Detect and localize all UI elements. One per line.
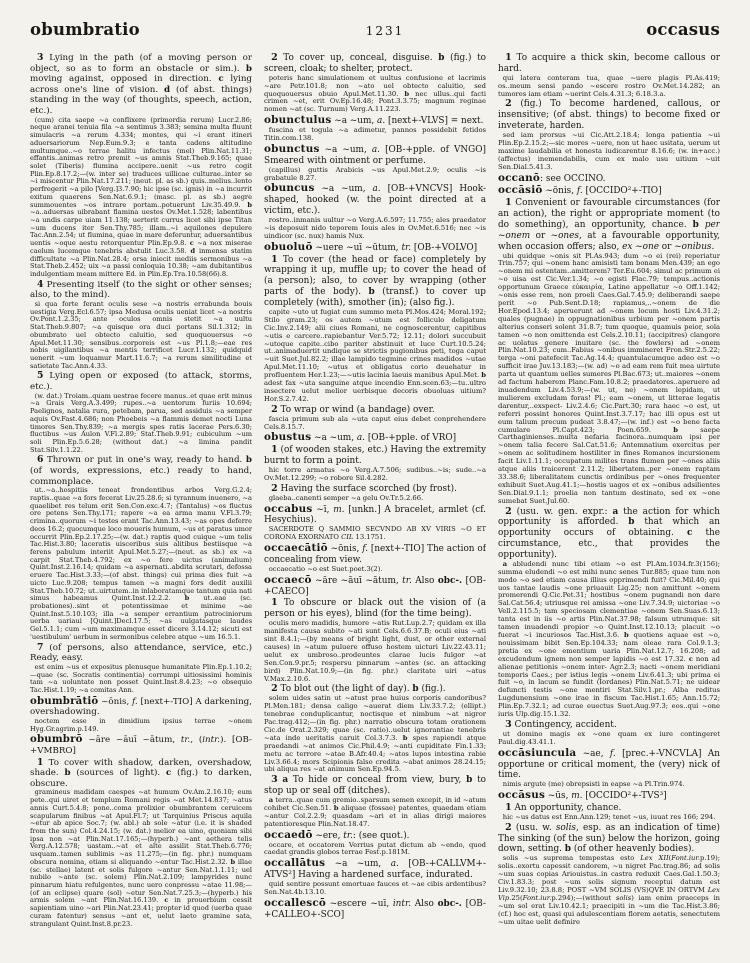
citation-paragraph: hic ~us datus est Enn.Ann.129; tenet ~us, iuuat res 166; 294.: [502, 812, 716, 821]
entry-headword-paragraph: obunctulus ~a ~um, a. [next+-VLVS] = next.: [264, 114, 484, 127]
sense-number: 2: [271, 683, 278, 695]
entry-headword-paragraph: occallātus ~a ~um, a. [OB-+CALLVM+-ATVS²] Having a hardened surface, indurated.: [264, 857, 486, 881]
sense-number: 2: [505, 505, 512, 517]
citation-paragraph: (w. dat.) Troiam..quam uestrae fecere manus..et quae erit minus ~a Grais Verg.A.3.499; rupes..~a uentorum furiis 10.694; Paelignos, natalia rura, petebam, parua, sed assiduis ~a semper aquis Ov.Fast.4.686; non Phoebeis ~a flammis demet nocti Luna timores Sen.Thy.839; ~a mergis spes ratis lacerae Pers.6.30; fluctibus ~us Aulon V.Fl.2.89; Stat.Theb.9.91; cubiculum ~um soli Plin.Ep.5.6.28; (without dat.) ~a limina pandit Stat.Silv.1.1.22.: [30, 391, 252, 454]
citation-paragraph: ut..~a..hospitiis teneat frondentibus arbos Verg.G.2.4; raptis..quae ~a fors fecerat Liv.25.28.6; si tyrannum inuenero, ~a quaelibet res telum erit Sen.Con.exc.4.7; (Tantalus) ~os fluctus ore petens Sen.Thy.171; rapere ~a ea arma manu V.Fl.3.79; crimina..quorum ~i testes erant Tac.Ann.13.43; ~as opes deferre deos 16.2; quocumque loco moueris humum, ~us et paratus umor occurrit Plin.Ep.2.17.25;—(w. dat.) raptis quod cuique ~um telis Tac.Hist.3.80; laceratis uisceribus suis alitibus bestiisque ~a ferens pabulum interiit Apul.Met.5.27;—(neut. as sb.) ex ~a carpit Stat.Theb.4.792; ex ~o fere uictus (animalium) Quint.Inst.2.16.14; quidam ~a aspernati..abdita scrutari, defossa eruere Tac.Hist.3.33;—(of abst. things) cui prima dies fuit ~a uicto Luc.9.208; tempus tamen ~a magni fors dedit auxilii Stat.Theb.10.72; ut..uirtutem..in inlaboratamque tantum quia nati simus habeamus Quint.Inst.12.2.2. b ut..eae (sc. probationes)..sint et potentissimae et minime ~ae Quint.Inst.5.10.103; illa ~a semper errantium patrociniorum uerba uariaui [Quint.]Decl.17.5; ~as uulgatasque laudes Gel.5.1.1; cum ~um maximamque esset dicere 3.14.12; sicuti est 'uestibulum' uerbum in sermonibus celebre atque ~um 16.5.1.: [30, 486, 252, 641]
sense-paragraph: 3 Contingency, accident.: [505, 718, 617, 730]
headword: obustus: [264, 431, 312, 444]
sense-paragraph: 1 Convenient or favourable circumstances (for an action), the right or appropriate moment (to do something), an opportunity, chance. b per ~onem or ~ones, at a favourable opportunity, when occasion offers; also, ex ~one or ~onibus.: [498, 197, 720, 252]
citation-paragraph: noctem esse in dimidium ipsius terrae ~onem Hyg.Gr.agrim.p.149.: [30, 716, 252, 733]
citation-paragraph: nimis argute (me) obrepsisti in eapse ~a Pl.Trin.974.: [502, 780, 685, 789]
headword: obunctus: [264, 142, 320, 155]
citation-paragraph: (cum) cita saepe ~a conflixere (primordia rerum) Lucr.2.86; neque aranei tenuia fila ~a sentimus 3.383; semina multa fluunt simulacris ~a rerum 4.334; montes, qui ~i erant itineri aduersariorum Nep.Eum.9.3; e tanta cadens altitudine multumque..~o terrae halitu infectus (mel) Plin.Nat.11.31; effantis..animas retro premit ~us amnis Stat.Theb.9.165; quae solet (Tiberis) flumina accipere..uenit ~us retro cogit Plin.Ep.8.17.2;—(w. inter se) traduces uillicae culturae..inter se ~i miscentur Plin.Nat.17.211; (neut. pl. as sb.) quis..melius..lento perfregerit ~a pilo [Verg.]3.7.90; hic ipse (sc. ignis) in ~a incurrit exitum quaerens Sen.Nat.6.9.1; (masc. pl. as sb.) aegre summouentes ~os intrare portam..potuerunt Liv.35.49.9. b ~a..aduersas uibrabant flamina uestes Ov.Met.1.528; labentibus ~a undis carpe uiam 11.138; uerterit currus licet sibi ipse Titan ~um ducens iter Sen.Thy.785; illam..~i aquilones depulere Tac.Ann.2.54; ut flumina, quae in mare deferuntur, aduersantibus uentis ~oque aestu retorquentur Plin.Ep.9.8. c ~a nox miserae caelum lucemque tenebris abstulit Luc.3.58. d inmensa statim difficultate ~a Plin.Nat.28.4; orsa iniecit mediis sermonibus ~a Stat.Theb.2.452; uix ~a passi conloquia 10.38; ~am dubitantibus indulgentiam meam mittere Ed. in Plin.Ep.Tra.10.58(66).8.: [30, 115, 252, 279]
citation-paragraph: si qua forte ferant oculis sese ~a nostris errabunda bouis uestigia Verg.Ecl.6.57; ipsa Medusa oculis ueniat licet ~a nostris Ov.Pont.1.2.35; ante oculos omnis stetit ~a uultu Stat.Theb.9.807; ~a quisque ora duci portans Sil.1.312; in obumbrato uel obtecto caluitio, sed quoquouersus ~o Apul.Met.11.30; sensibus..corporeis est ~us Pl.1.8;—eae res nobis uigilantibus ~a mentis terrificet Lucr.1.132; quidquid uenerit ~um loquamur Mart.11.6.7; ~a rerum similitudine et satietate Tac.Ann.4.33.: [30, 299, 252, 370]
entry-headword-paragraph: obustus ~a ~um, a. [OB-+pple. of VRO]: [264, 431, 457, 444]
sense-paragraph: 1 To cover (the head or face) completely by wrapping it up, muffle up; to cover the head of (a person); also, to cover by wrapping (other parts of the body). b (transf.) to cover up completely (with), smother (in); (also fig.).: [264, 253, 486, 309]
citation-paragraph: a terra..quae cum gremio..sparsum semen excepit, in id ~atum cohibet Cic.Sen.51. b aliquae (fossae) patentes, quaedam etiam ~antur Col.2.2.9; quasdam ~ari et in alias dirigi maiores patentioresque Plin.Nat.18.47.: [264, 796, 486, 828]
entry-headword-paragraph: obuncus ~a ~um, a. [OB-+VNCVS] Hook-shaped, hooked (w. the point directed at a victim, etc.).: [264, 182, 486, 217]
citation-paragraph: solis ~us suprema tempestas esto Lex XII(Font.iur.p.19); solis..exortu capessit candorem, ~u nigret Pac.trag.86; ad solis ~um suas copias Ariouistus..in castra reduxit Caes.Gal.1.50.3; Civ.1.83.3; post ~um solis signum receptui datum est Liv.9.32.10; 23.8.8; POST ~VM SOLIS (VS)QVE IN ORTVM Lex Vip.25(Font.iur.p.294);—(without solis) iam enim praeceps in ~um sol erat Liv.10.42.1; praecipiti in ~um die Tac.Hist.3.86; (cf.) hoc est, quasi qui adulescentiam florem aetatis, senectutem ~um uitae uelit definire: [498, 854, 720, 926]
entry-headword-paragraph: occabus ~ī, m. [unkn.] A bracelet, armlet (cf. Hesychius).: [264, 502, 486, 526]
page-number: 1231: [365, 24, 405, 38]
headword: obuoluō: [264, 240, 313, 253]
citation-paragraph: ubi quidque ~onis sit Pl.As.943; dum ~o ei (rei) reperiatur Trin.757; qui ~onem hanc amisisti tam bonam Men.439; an ego ~onem mi ostentam..amitterem? Ter.Eu.604; simul ac primum ei ~o uisa est Cic.Ver.1.34; ~o egisti Flac.79; tempus..actionis opportunum Graece εὐκαιρία, Latine appellatur ~o Off.1.142; ~onis esse rem, non proeli Caes.Gal.7.45.9; deliberandi saepe perit ~o Pub.Sent.D.18; rapiamus,..~onem de die Hor.Epod.13.4; aperuerunt ad ~onem locum hosti Liv.4.31.2; quales (pugnae) in oppugnationibus urbium per ~onem partis alterius conseri solent 31.8.7; tum quoque, quamuis peior, sola tamen ~o non omittenda est Cels.2.10.11; (accipitres) clangore ac uolatus genere inuitare (sc. the fowlers) ad ~onem Plin.Nat.10.23; cum..Fabius ~onibus immineret Fron.Str.2.5.22; terga ~oni patefecit Tac.Ag.14.4; quantulacumque adeo est ~o sufficit irae Juv.13.183;—(w. ad) ~o ad eam rem fuit mea uirtute parta ut quantum uelles sumeres Pl.Bac.673; ut..maiores ~onem ad factum haberem Planc.Fam.10.8.2; praedatores..aperuere ad inuadendum Liv.4.53.9;—(w. ut, ne) ~onem lepidam, ut mulierem excludam foras! Pl.; eam ~onem, ut litterae legatis darentur,..exspect- Liv.2.4.6; Cic.Part.30; rara haec ~o est, ut referri possint honores Quint.Inst.3.7.17; hac illi opus est ut eum talium precum pudeat 3.8.47;—(w. inf.) est ~o bene facta cumulare Pl.Capt.423; Poen.659. b saepe Carthaginienses..multa nefaria facinora..numquam ipsi per ~onem talia fecere Sal.Cat.51.6; Antemnatium exercitus per ~onem ac solitudinem hostiliter in fines Romanos incursionem facit Liv.1.11.1; occupatum milites trans flumen per ~ones aliis atque aliis traicerent 2.11.2; libertatem..per ~onem raptam 33.38.6; liberalitatem cunctis ordinibus per ~ones frequenter exhibuit Suet.Aug.41.1;—hostis uagos et ex ~onibus adsilientes Sen.Dial.9.1.1; proelia non tantum destinato, sed ex ~one sumebat Suet.Jul.60.: [498, 251, 720, 505]
sense-number: 1: [271, 253, 278, 265]
sense-paragraph: 1 To cover with shadow, darken, overshadow, shade. b (sources of light). c (fig.) to darken, obscure.: [30, 756, 252, 789]
citation-paragraph: poteris hanc simulationem et uultus confusione et lacrimis ~are Petr.101.8; non ~ato uel obtecto caluitio, sed quoquouersus obuio Apul.Met.11.30. b nec ullus..qui facti crimen ~et, erit Ov.Ep.16.48; Pont.3.3.75; magnum reginae nomen ~at (sc. Turnum) Verg.A.11.223.: [264, 73, 486, 114]
citation-paragraph: quid sentire possunt emortuae fauces et ~ae cibis ardentibus? Sen.Nat.4b.13.10.: [264, 880, 486, 897]
sense-number: 2: [505, 98, 512, 110]
entry-headword-paragraph: occaecātiō ~ōnis, f. [next+-TIO] The action of concealing from view.: [264, 542, 486, 565]
citation-paragraph: capite ~uto ut fugiat cum summo meta Pl.Mos.424; Moral.192; Stilo gram.23; os autem ~utum est folliculo deligatum Cic.Inv.2.149; alii ciues Romani, ne cognoscerentur, capitibus ~utis e carcere..rapiebantur Ver.5.72; 12.11; dolori succubuit ~utoque capite..cibo pariter abstinuit et luce Curt.10.5.24; ut..animaduertit undique se strictis pugionibus peti, toga caput ~uit Suet.Jul.82.2; illae lampido tegmine crines madidos ~utae Apul.Met.11.10; ~utus et obligatus corio deuehatur in profluentem Her.1.23;—~utis lacinia laeuis manibus Apul.Met. b adest fax ~uta sanguine atque incendio Enn.scen.63;—tu..ultro insectere uelut melior uerbisque decoris obuoluas uitium? Hor.S.2.7.42.: [264, 307, 486, 403]
citation-paragraph: oculis mero madidis, humore ~atis Rut.Lup.2.7; quidam ex illa manifesta causa subito ~ati sunt Cels.6.6.37.B; oculi eius ~ati sint 8.4.1;—(by means of bright light, dust, or other external causes) in ~atum puluere offuso hostem uicturi Liv.22.43.11; uelut ex umbroso..prodeuntes clarae lucis fulgor ~at Sen.Con.9.pr.5; respersu pinnarum ~antes (sc. an attacking bird) Plin.Nat.10.9;—(in fig. phr.) claritate uiri ~atus V.Max.2.10.6.: [264, 619, 486, 683]
sense-number: 4: [36, 278, 44, 290]
sense-paragraph: 2 (fig.) To become hardened, callous, or insensitive; (of abst. things) to become fixed or inveterate, harden.: [498, 98, 720, 132]
citation-paragraph: sed iam prorsus ~ui Cic.Att.2.18.4; longa patientia ~ui Plin.Ep.2.15.2;—sic mores ~uere, non ut haec usitata, uerum ut maxime laudabilia et honesta iudicarentur 8.16.6; (w. in+acc.) (affectus) inemendabilis, cum ex malo usu uitium ~uit Sen.Dial.5.41.3.: [498, 131, 720, 171]
headword: occabus: [264, 502, 313, 515]
headword: occaecātiō: [264, 542, 328, 555]
cross-reference-paragraph: occanō: see OCCINO.: [498, 171, 606, 184]
sense-number: 3: [505, 718, 512, 730]
citation-paragraph: fuscina et togula ~a adimetur, pannos possidebit fetidos Titin.com.138.: [264, 126, 486, 143]
headword: occaecō: [264, 573, 312, 586]
citation-paragraph: ut domino magis ex ~one quam ex iure contingeret Paul.dig.43.41.1.: [498, 729, 720, 746]
text-columns: [30, 52, 720, 940]
sense-paragraph: 2 Having the surface scorched (by frost).: [271, 482, 457, 494]
headword: occallātus: [264, 857, 326, 870]
sense-paragraph: 1 (of wooden stakes, etc.) Having the extremity burnt to form a point.: [264, 444, 486, 467]
headword: obunctulus: [264, 114, 332, 127]
sense-paragraph: 5 Lying open or exposed (to attack, storms, etc.).: [30, 370, 252, 393]
entry-headword-paragraph: obuoluō ~uere ~uī ~ūtum, tr. [OB-+VOLVO]: [264, 240, 478, 253]
guide-word-left: obumbratio: [30, 20, 140, 39]
column-left: [30, 52, 252, 940]
headword: obumbrātiō: [30, 694, 99, 707]
sense-paragraph: 2 To blot out (the light of day). b (fig.).: [271, 683, 446, 695]
citation-paragraph: gramineus madidam caespes ~at humum Ov.Am.2.16.10; eum pete..qui uiret et templum Romani regis ~at Met.14.837; ~atus annis Curt.5.4.8; pone..coma prolixior obumbrantem ceruicem scapularum finibus ~at Apul.Fl.7; ut Tarquinius Priscus aquila ~etur ab apice Soc.7; (w. abl.) ab sole ~atur (i.e. it is shaded from the sun) Col.4.24.15; (w. dat.) melior ea uino, quoniam sibi ipsa non ~at Plin.Nat.17.165;—(hyperb.) ~ant aethera telis Verg.A.12.578; uastam..~at et alte assilit Stat.Theb.6.776; usquam..tamen sublimis ~as 11.275;—(in fig. phr.) numquam obscura nomina, etiam si aliquando ~entur Tac.Hist.2.32. b illae (sc. stellae) latent et solis fulgore ~antur Sen.Nat.1.1.11; uel nubilo ~ante (sc. solem) Plin.Nat.2.109; lampyrides nunc pinnarum hiatu refulgentes, nunc uero conpressu ~atae 11.98;—(of an eclipse) quare (sol) ~etur Sen.Nat.7.25.3;—(hyperb.) his armis solem ~ant Plin.Nat.16.139. c in prouerbium cessit sapientiam uino ~ari Plin.Nat.23.41; propter id quod (uerba quae curam fatentur) sensus ~ant et, uelut laeto gramine sata, strangulant Quint.Inst.8.pr.23.: [30, 788, 252, 928]
sense-number: 5: [36, 370, 44, 382]
sense-number: 1: [505, 197, 512, 209]
sense-number: 7: [36, 641, 44, 653]
entry-headword-paragraph: obumbrātiō ~ōnis, f. [next+-TIO] A darkening, overshadowing.: [30, 694, 252, 718]
sense-number: 6: [36, 454, 44, 466]
citation-paragraph: (capillus) guttis Arabicis ~us Apul.Met.2.9; oculis ~is grabatule 8.27.: [264, 165, 486, 182]
citation-paragraph: rostro..inmanis uultur ~o Verg.A.6.597; 11.755; ales praedator ~is deposuit nido teporem Iouis ales in Ov.Met.6.516; nec ~is uindicor (sc. nux) hamis Nux.: [264, 216, 486, 240]
citation-paragraph: hic torre armatus ~o Verg.A.7.506; sudibus..~is; sude..~a Ov.Met.12.299; ~o robore Sil.4.282.: [264, 466, 486, 482]
citation-paragraph: a abludendi nunc tibi etiam ~o est Pl.Am.1034.fr.3(156); summa eludendi ~o est mihi nunc senes Tur.885; quae tum non modo ~o sed etiam causa illius opprimendi fuit? Cic.Mil.40; qui uos tantae laudis ~one priuauit Lig.25; non amittunt ~onem promerendi Q.Cic.Pet.31; hostibus ~onem pugnandi non dare Sal.Cat.56.4; utriusque rei amissa ~one Liv.7.34.9; uictoriae ~o Vell.2.115.5; tam speciosam clementiae ~onem Sen.Suas.6.13; tanta est in iis ~o artis Plin.Nat.37.98; falsum utrumque: sit tamen inuadendi propior ~o Quint.Inst.12.10.13; placuit ~o fuerat ~i incuriosos Tac.Hist.3.6. b quotiens aquae est ~o, nouissimam bibit Sen.Ep.104.33; nam oleae rara Col.9.1.3; pretia ex ~one ementium uaria Plin.Nat.12.7; 16.208; ad excudendum ignem non semper lapidis ~o est 17.32. c non ad alienae petitionis ~onem inter- Agr.2.3; nacti ~onem meridiani temporis Caes.; per istius legis ~onem Liv.6.41.3; ubi prima ei fuit ~o, in lacum se fundit (Iordanes) Plin.Nat.5.71; ne uidear defuncti testis ~one mentiri Stat.Silv.1.pr.; Alba reditus Lugdunensium ~one irae in fiscum Tac.Hist.1.65; Ann.15.72; Plin.Ep.7.32.1; ad curae euectus Suet.Aug.97.3; eos..qui ~one iuris Ulp.dig.15.1.32.: [498, 559, 720, 719]
sense-number: 1: [271, 444, 278, 456]
headword: occāsus: [498, 789, 546, 802]
sense-paragraph: 2 (usu. w. solis, esp. as an indication of time) The sinking (of the sun) below the horizon, going down, setting. b (of other heavenly bodies).: [498, 821, 720, 855]
sense-paragraph: 1 To acquire a thick skin, become callous or hard.: [498, 52, 720, 74]
sense-paragraph: 6 Thrown or put in one's way, ready to hand. b (of words, expressions, etc.) ready to hand, commonplace.: [30, 454, 252, 487]
headword: occanō: [498, 171, 541, 184]
citation-paragraph: occare, et occatorem Verrius putat dictum ab ~endo, quod caedat grandis globos terrae Fest.p.181M.: [264, 840, 486, 857]
entry-headword-paragraph: occāsus ~ūs, m. [OCCIDO²+-TVS³]: [498, 789, 667, 802]
sense-paragraph: 2 To wrap or wind (a bandage) over.: [271, 403, 435, 415]
sense-paragraph: 4 Presenting itself (to the sight or other senses; also, to the mind).: [30, 278, 252, 301]
entry-headword-paragraph: occaedō ~ere, tr.: (see quot.).: [264, 828, 410, 841]
column-right: [498, 52, 720, 940]
headword: obuncus: [264, 182, 315, 195]
entry-headword-paragraph: occāsiō ~ōnis, f. [OCCIDO²+-TIO]: [498, 184, 662, 197]
entry-headword-paragraph: occaecō ~āre ~āuī ~ātum, tr. Also obc-. [OB-+CAECO]: [264, 573, 486, 597]
sense-number: 1: [505, 52, 512, 63]
sense-paragraph: 1 To obscure or black out the vision of (a person or his eyes), blind (for the time being).: [264, 597, 486, 620]
sense-paragraph: 3 a To hide or conceal from view, bury, b to stop up or seal off (ditches).: [264, 774, 486, 797]
citation-paragraph: qui latera conteram tua, quae ~uere plagis Pl.As.419; os..meum sensi pando ~escere rostro Ov.Met.14.282; an tumores iam etiam ~uerint Cels.4.31.3; 6.18.3.a.: [498, 73, 720, 98]
citation-paragraph: SACERDOTE Q SAMMIO SECVNDO AB XV VIRIS ~O ET CORONA EXORNATO CIL 13.1751.: [264, 525, 486, 542]
sense-number: 1: [505, 802, 512, 813]
sense-number: 3: [271, 774, 278, 786]
headword: obumbrō: [30, 733, 83, 746]
entry-headword-paragraph: occāsiuncula ~ae, f. [prec.+-VNCVLA] An opportune or critical moment, the (very) nick of time.: [498, 746, 720, 781]
headword: occāsiuncula: [498, 746, 577, 759]
sense-number: 1: [271, 597, 278, 609]
sense-paragraph: 2 (usu. w. gen. expr.: a the action for which opportunity is afforded. b that which an opportunity occurs of obtaining. c the circumstance, etc., that provides the opportunity).: [498, 505, 720, 560]
entry-headword-paragraph: occallescō ~escere ~uī, intr. Also obc-. [OB-+CALLEO+-SCO]: [264, 896, 486, 920]
headword: occaedō: [264, 828, 313, 841]
sense-paragraph: 2 To cover up, conceal, disguise. b (fig.) to screen, cloak; to shelter, protect.: [264, 52, 486, 74]
sense-number: 2: [271, 52, 278, 63]
citation-paragraph: glaeba..canenti semper ~a gelu Ov.Tr.5.2.66.: [268, 493, 424, 502]
sense-number: 1: [36, 756, 44, 768]
entry-headword-paragraph: obumbrō ~āre ~āuī ~ātum, tr., (intr.). [OB-+VMBRO]: [30, 733, 252, 756]
citation-paragraph: fascia primum sub ala ~uta caput eius debet conprehendere Cels.8.15.7.: [264, 414, 486, 431]
sense-number: 2: [505, 821, 512, 833]
citation-paragraph: solem uides satin ut ~atust prae huius corporis candoribus? Pl.Men.181; densa caligo ~auerat diem Liv.33.7.2; (ellipt.) tenebrae conduplicantur, noctisque et nimbum ~at nigror Pac.trag.412;—(in fig. phr.) narratio obscura totam orationem Cic.de Orat.2.329; quae (sc. ratio)..uelut ignorantiae tenebris ~ata inde ueritatis caruit Col.3.7.3. b spes rapiendi atque praedandi ~at animos Cic.Phil.4.9; ~anti cupiditate Fin.1.33; metu ac terrore ~atae B.Afr.40.4; ~atos lupos intestina rabie Liv.3.66.4; mors Scipionis falso credita ~abat animos 28.24.15; ubi aliqua res ~at animum Sen.Ep.94.5.: [264, 694, 486, 774]
citation-paragraph: est enim ~us et expositus plenusque humanitate Plin.Ep.1.10.2;—quae (sc. Socratis continentia) corrumpi uitiosissimi hominis tam ~a uoluntate non posset Quint.Inst.8.4.23; ~o obsequio Tac.Hist.1.19; ~a comitas Ann.: [30, 662, 252, 694]
entry-headword-paragraph: obunctus ~a ~um, a. [OB-+pple. of VNGO] Smeared with ointment or perfume.: [264, 142, 486, 166]
sense-number: 2: [271, 482, 278, 494]
sense-number: 3: [36, 52, 44, 63]
headword: occallescō: [264, 896, 327, 909]
column-middle: [264, 52, 486, 940]
sense-number: 2: [271, 403, 278, 415]
citation-paragraph: occaecatio ~o est Suet.poet.3(2).: [268, 564, 383, 573]
sense-paragraph: 3 Lying in the path (of a moving person or object, so as to form an obstacle or sim.). b moving against, opposed in direction. c lying across one's line of vision. d (of abst. things) standing in the way (of thoughts, speech, action, etc.).: [30, 52, 252, 117]
sense-paragraph: 7 (of persons, also attendance, service, etc.) Ready, easy.: [30, 641, 252, 664]
page-header: [30, 20, 720, 44]
guide-word-right: occasus: [646, 20, 720, 39]
headword: occāsiō: [498, 184, 543, 197]
sense-paragraph: 1 An opportunity, chance.: [505, 802, 622, 813]
